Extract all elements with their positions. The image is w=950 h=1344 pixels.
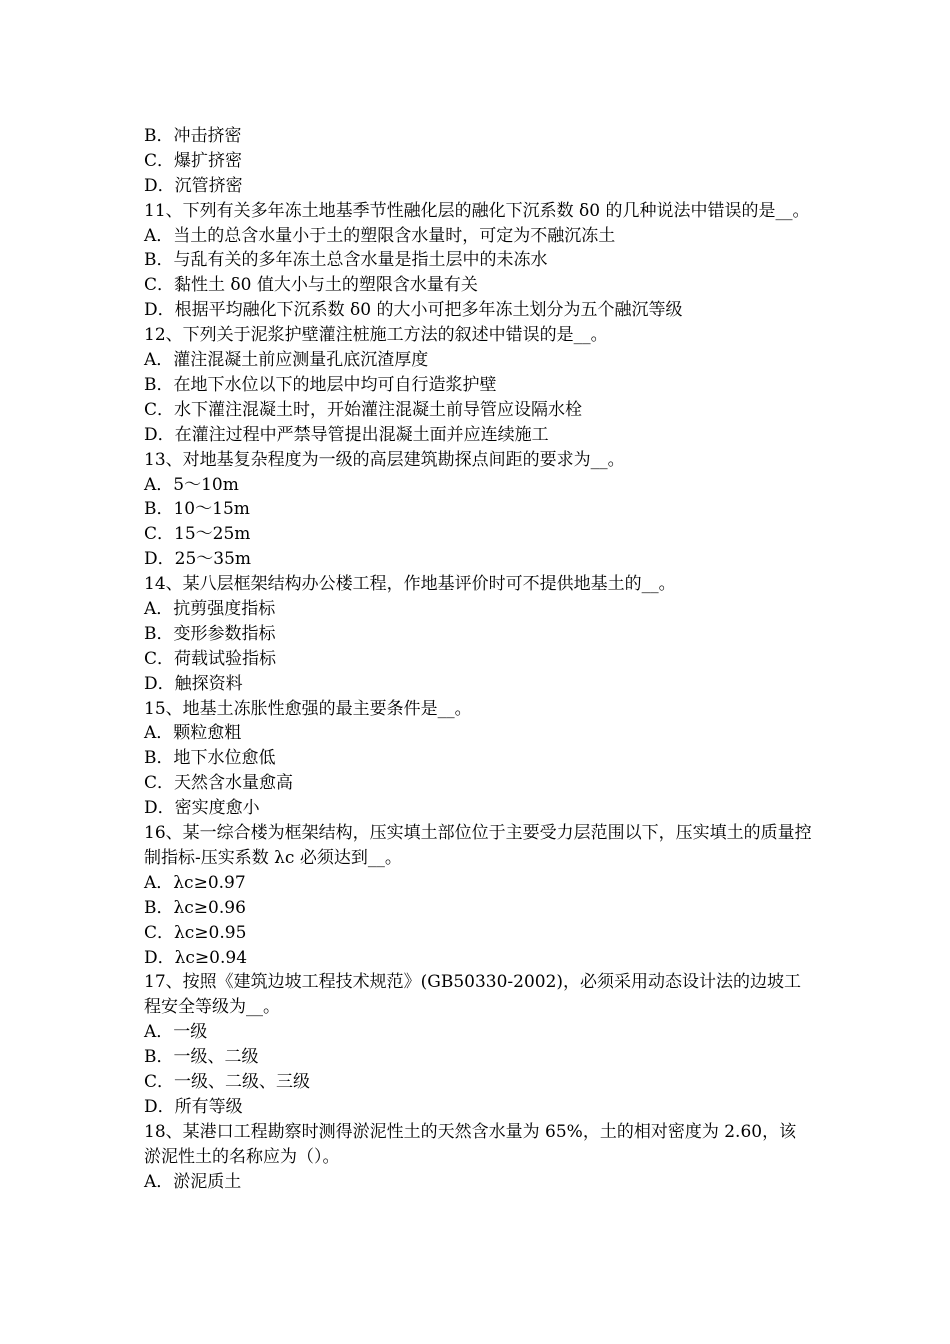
option-line: B．冲击挤密: [144, 126, 242, 146]
option-line: A．淤泥质土: [144, 1171, 242, 1192]
option-line: A．5～10m: [144, 474, 239, 495]
question-17: 17、按照《建筑边坡工程技术规范》(GB50330-2002)，必须采用动态设计法的边坡工程安全等级为__。: [144, 972, 802, 1018]
question-14: 14、某八层框架结构办公楼工程，作地基评价时可不提供地基土的__。: [144, 574, 676, 595]
option-line: D．25～35m: [144, 549, 252, 570]
option-line: D．所有等级: [144, 1096, 243, 1117]
option-line: D．λc≥0.94: [144, 947, 248, 968]
option-line: C．15～25m: [144, 524, 251, 545]
option-line: C．天然含水量愈高: [144, 773, 294, 794]
option-line: A．颗粒愈粗: [144, 723, 242, 744]
option-line: A．λc≥0.97: [144, 872, 246, 893]
option-line: B．10～15m: [144, 499, 250, 520]
exam-text-body: [144, 124, 812, 1194]
option-line: B．地下水位愈低: [144, 748, 276, 769]
option-line: D．沉管挤密: [144, 175, 243, 196]
option-line: A．一级: [144, 1022, 208, 1043]
option-line: C．黏性土 δ0 值大小与土的塑限含水量有关: [144, 275, 478, 296]
option-line: B．变形参数指标: [144, 623, 276, 644]
option-line: B．在地下水位以下的地层中均可自行造浆护壁: [144, 374, 497, 395]
option-line: C．λc≥0.95: [144, 922, 247, 943]
option-line: D．在灌注过程中严禁导管提出混凝土面并应连续施工: [144, 424, 549, 445]
option-line: A．灌注混凝土前应测量孔底沉渣厚度: [144, 350, 429, 371]
option-line: B．λc≥0.96: [144, 897, 246, 918]
option-line: D．触探资料: [144, 673, 243, 694]
question-16: 16、某一综合楼为框架结构，压实填土部位位于主要受力层范围以下，压实填土的质量控制指标-压实系数 λc 必须达到__。: [144, 823, 812, 868]
option-line: B．一级、二级: [144, 1047, 259, 1068]
option-line: C．水下灌注混凝土时，开始灌注混凝土前导管应设隔水栓: [144, 399, 583, 420]
question-15: 15、地基土冻胀性愈强的最主要条件是__。: [144, 698, 472, 719]
option-line: D．根据平均融化下沉系数 δ0 的大小可把多年冻土划分为五个融沉等级: [144, 300, 683, 321]
question-13: 13、对地基复杂程度为一级的高层建筑勘探点间距的要求为__。: [144, 449, 625, 470]
option-line: C．一级、二级、三级: [144, 1071, 311, 1092]
option-line: B．与乱有关的多年冻土总含水量是指土层中的未冻水: [144, 250, 548, 271]
option-line: C．爆扩挤密: [144, 150, 243, 171]
option-line: A．当土的总含水量小于土的塑限含水量时，可定为不融沉冻土: [144, 225, 616, 246]
option-line: A．抗剪强度指标: [144, 598, 276, 619]
option-line: C．荷载试验指标: [144, 648, 277, 669]
question-18: 18、某港口工程勘察时测得淤泥性土的天然含水量为 65%，土的相对密度为 2.60，该淤泥性土的名称应为（）。: [144, 1121, 797, 1167]
question-12: 12、下列关于泥浆护壁灌注桩施工方法的叙述中错误的是__。: [144, 325, 608, 346]
question-11: 11、下列有关多年冻土地基季节性融化层的融化下沉系数 δ0 的几种说法中错误的是__。: [144, 200, 810, 221]
option-line: D．密实度愈小: [144, 798, 260, 819]
